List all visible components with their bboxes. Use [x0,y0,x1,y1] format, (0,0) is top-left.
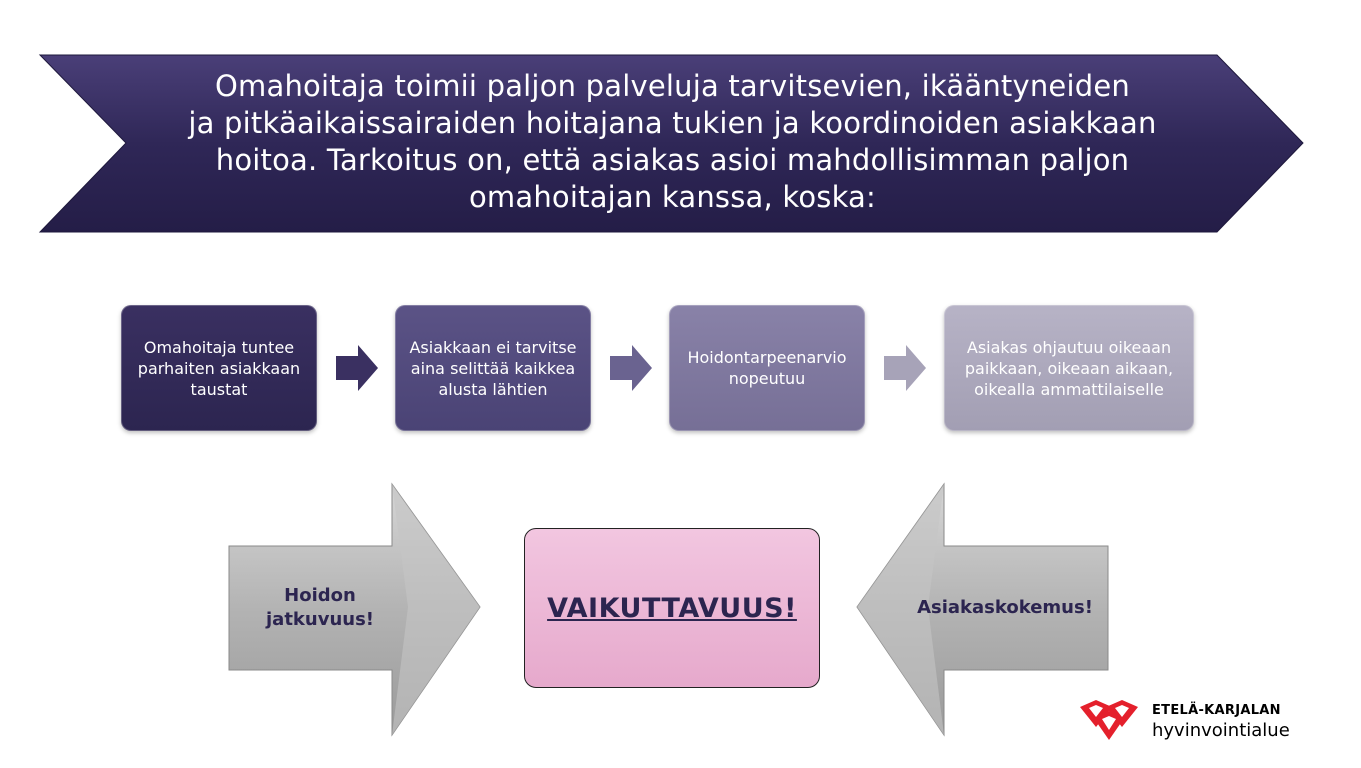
step-box-1 [121,305,317,431]
banner-title: Omahoitaja toimii paljon palveluja tarvitsevien, ikääntyneiden ja pitkäaikaissairaiden hoitajana tukien ja koordinoiden asiakkaan hoitoa. Tarkoitus on, että asiakas asioi mahdollisimman paljon omahoitajan kanssa, koska: [188,69,1157,214]
step-label-4: Asiakas ohjautuu oikeaan paikkaan, oikeaan aikaan, oikealla ammattilaiselle [964,337,1174,399]
step-arrow-1 [336,345,378,391]
step-label-1: Omahoitaja tuntee parhaiten asiakkaan taustat [137,337,301,399]
left-arrow-label: Hoidon jatkuvuus! [266,585,374,630]
step-label-2: Asiakkaan ei tarvitse aina selittää kaikkea alusta lähtien [409,337,577,399]
step-box-3 [669,305,865,431]
logo-subtitle: hyvinvointialue [1152,720,1290,741]
step-label-3: Hoidontarpeenarvio nopeutuu [687,348,847,388]
step-box-4 [944,305,1194,431]
center-label: VAIKUTTAVUUS! [547,592,797,624]
logo-name: ETELÄ-KARJALAN [1152,703,1281,718]
step-arrow-2 [610,345,652,391]
right-arrow-label: Asiakaskokemus! [917,597,1093,618]
step-box-2 [395,305,591,431]
center-box [524,528,820,688]
step-arrow-3 [884,345,926,391]
logo-mark-icon [1080,700,1138,740]
